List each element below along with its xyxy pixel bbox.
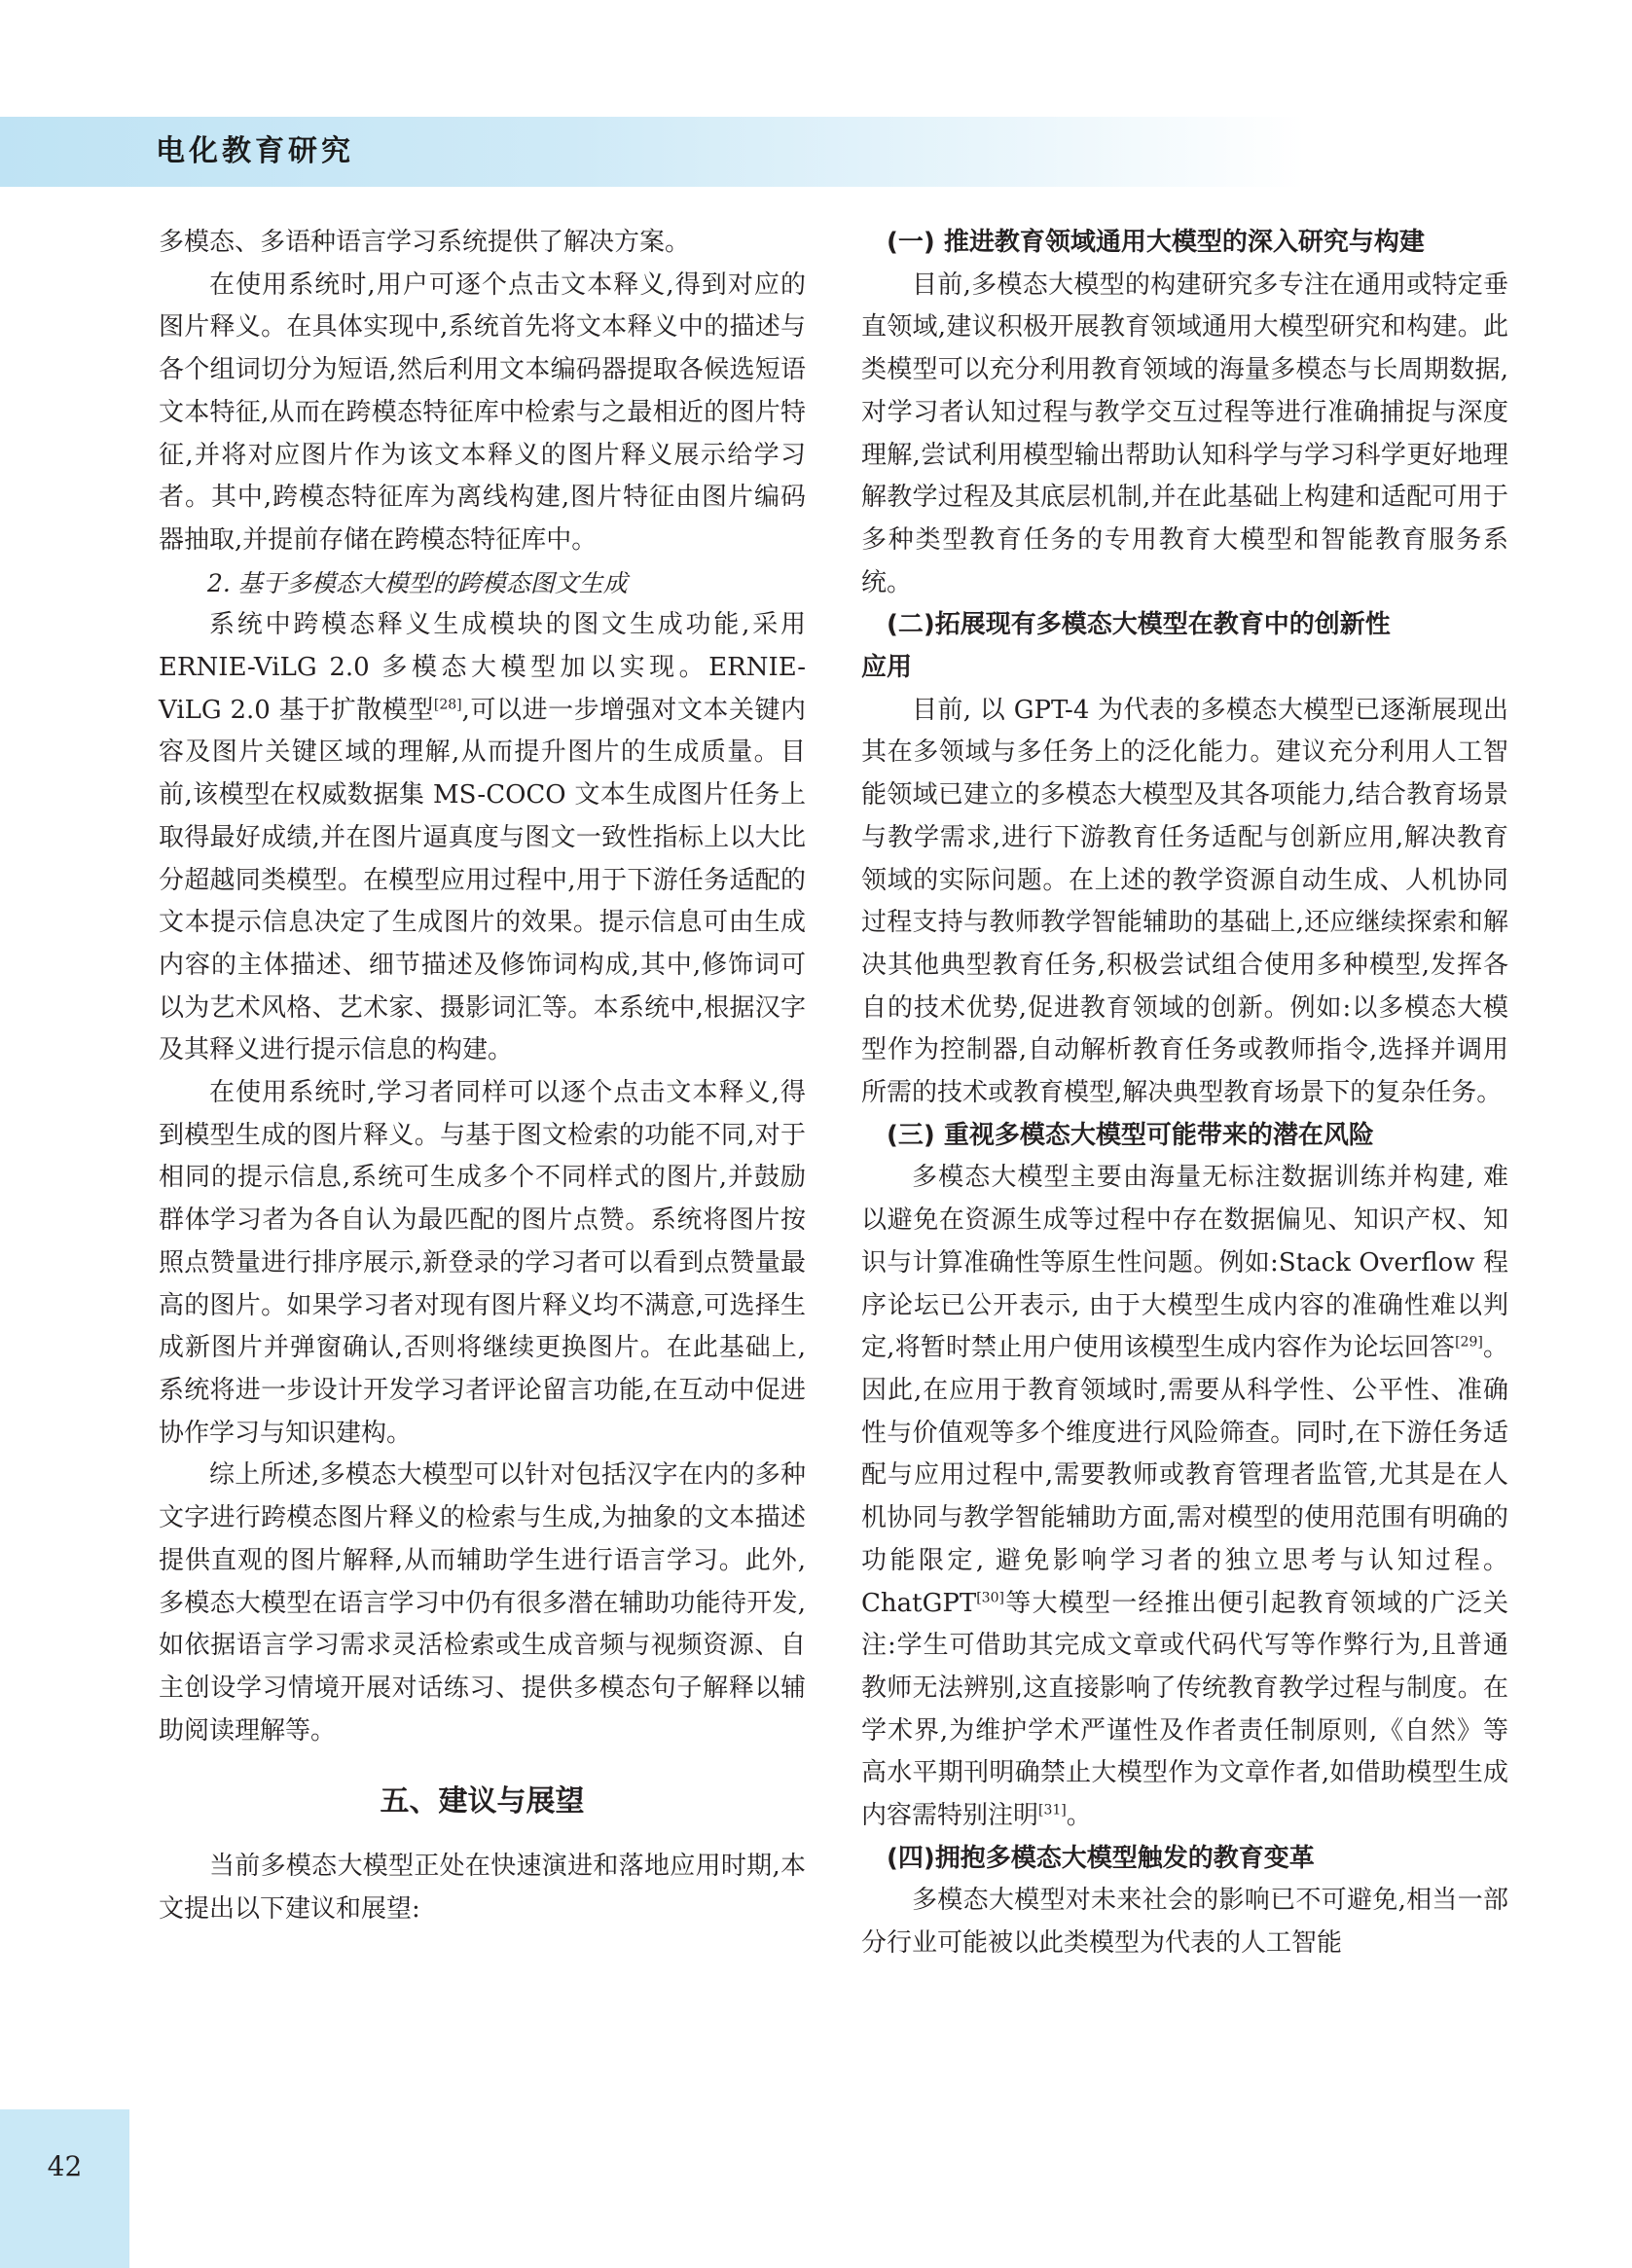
subsection-heading: (三) 重视多模态大模型可能带来的潜在风险 [887, 1120, 1374, 1150]
subheading: 2. 基于多模态大模型的跨模态图文生成 [207, 568, 628, 597]
left-column [159, 222, 806, 1931]
page-number: 42 [47, 2150, 83, 2182]
paragraph [159, 604, 806, 1072]
section-heading: 五、建议与展望 [380, 1784, 585, 1819]
paragraph: 多模态、多语种语言学习系统提供了解决方案。 [159, 228, 691, 257]
subsection-heading-continued: 应用 [861, 653, 913, 683]
subsection-heading: (一) 推进教育领域通用大模型的深入研究与构建 [887, 228, 1425, 257]
right-column [861, 222, 1508, 1965]
paragraph: 目前, 以 GPT-4 为代表的多模态大模型已逐渐展现出其在多领域与多任务上的泛化能力。建议充分利用人工智能领域已建立的多模态大模型及其各项能力,结合教育场景与教学需求,进行下游教育任务适配与创新应用,解决教育领域的实际问题。在上述的教学资源自动生成、人机协同过程支持与教师教学智能辅助的基础上,还应继续探索和解决其他典型教育任务,积极尝试组合使用多种模型,发挥各自的技术优势,促进教育领域的创新。例如:以多模态大模型作为控制器,自动解析教育任务或教师指令,选择并调用所需的技术或教育模型,解决典型教育场景下的复杂任务。 [861, 695, 1508, 1108]
paragraph-text: 多模态大模型主要由海量无标注数据训练并构建, 难以避免在资源生成等过程中存在数据偏见、知识产权、知识与计算准确性等原生性问题。例如:Stack Overflow 程序论坛已公开表示, 由于大模型生成内容的准确性难以判定,将暂时禁止用户使用该模型生成内容作为论坛回答 [861, 1163, 1508, 1363]
paragraph-text: ,可以进一步增强对文本关键内容及图片关键区域的理解,从而提升图片的生成质量。目前,该模型在权威数据集 MS-COCO 文本生成图片任务上取得最好成绩,并在图片逼真度与图文一致性指标上以大比分超越同类模型。在模型应用过程中,用于下游任务适配的文本提示信息决定了生成图片的效果。提示信息可由生成内容的主体描述、细节描述及修饰词构成,其中,修饰词可以为艺术风格、艺术家、摄影词汇等。本系统中,根据汉字及其释义进行提示信息的构建。 [159, 695, 806, 1065]
subsection-heading: (四)拥抱多模态大模型触发的教育变革 [887, 1843, 1315, 1873]
citation-ref: [28] [433, 697, 462, 713]
paragraph: 综上所述,多模态大模型可以针对包括汉字在内的多种文字进行跨模态图片释义的检索与生成,为抽象的文本描述提供直观的图片解释,从而辅助学生进行语言学习。此外,多模态大模型在语言学习中仍有很多潜在辅助功能待开发,如依据语言学习需求灵活检索或生成音频与视频资源、自主创设学习情境开展对话练习、提供多模态句子解释以辅助阅读理解等。 [159, 1460, 806, 1746]
paragraph [861, 1157, 1508, 1837]
paragraph: 在使用系统时,用户可逐个点击文本释义,得到对应的图片释义。在具体实现中,系统首先将文本释义中的描述与各个组词切分为短语,然后利用文本编码器提取各候选短语文本特征,从而在跨模态特征库中检索与之最相近的图片特征,并将对应图片作为该文本释义的图片释义展示给学习者。其中,跨模态特征库为离线构建,图片特征由图片编码器抽取,并提前存储在跨模态特征库中。 [159, 270, 806, 555]
citation-ref: [31] [1038, 1802, 1067, 1818]
subsection-heading: (二)拓展现有多模态大模型在教育中的创新性 [887, 610, 1391, 640]
paragraph: 多模态大模型对未来社会的影响已不可避免,相当一部分行业可能被以此类模型为代表的人工智能 [861, 1886, 1508, 1959]
paragraph: 目前,多模态大模型的构建研究多专注在通用或特定垂直领域,建议积极开展教育领域通用大模型研究和构建。此类模型可以充分利用教育领域的海量多模态与长周期数据,对学习者认知过程与教学交互过程等进行准确捕捉与深度理解,尝试利用模型输出帮助认知科学与学习科学更好地理解教学过程及其底层机制,并在此基础上构建和适配可用于多种类型教育任务的专用教育大模型和智能教育服务系统。 [861, 270, 1508, 597]
journal-title: 电化教育研究 [156, 134, 354, 168]
citation-ref: [30] [976, 1589, 1004, 1605]
paragraph-text: 等大模型一经推出便引起教育领域的广泛关注:学生可借助其完成文章或代码代写等作弊行为,且普通教师无法辨别,这直接影响了传统教育教学过程与制度。在学术界,为维护学术严谨性及作者责任制原则,《自然》等高水平期刊明确禁止大模型作为文章作者,如借助模型生成内容需特别注明 [861, 1588, 1508, 1831]
paragraph: 当前多模态大模型正处在快速演进和落地应用时期,本文提出以下建议和展望: [159, 1852, 806, 1925]
paragraph-text: 。 [1066, 1801, 1092, 1831]
paragraph: 在使用系统时,学习者同样可以逐个点击文本释义,得到模型生成的图片释义。与基于图文检索的功能不同,对于相同的提示信息,系统可生成多个不同样式的图片,并鼓励群体学习者为各自认为最匹配的图片点赞。系统将图片按照点赞量进行排序展示,新登录的学习者可以看到点赞量最高的图片。如果学习者对现有图片释义均不满意,可选择生成新图片并弹窗确认,否则将继续更换图片。在此基础上,系统将进一步设计开发学习者评论留言功能,在互动中促进协作学习与知识建构。 [159, 1078, 806, 1448]
citation-ref: [29] [1455, 1334, 1483, 1350]
paragraph-text: 。因此,在应用于教育领域时,需要从科学性、公平性、准确性与价值观等多个维度进行风险筛查。同时,在下游任务适配与应用过程中,需要教师或教育管理者监管,尤其是在人机协同与教学智能辅助方面,需对模型的使用范围有明确的功能限定, 避免影响学习者的独立思考与认知过程。ChatGPT [861, 1333, 1508, 1618]
paragraph-text: 系统中跨模态释义生成模块的图文生成功能,采用 ERNIE-ViLG 2.0 多模态大模型加以实现。ERNIE-ViLG 2.0 基于扩散模型 [159, 610, 806, 725]
page-number-tab [0, 2109, 129, 2268]
